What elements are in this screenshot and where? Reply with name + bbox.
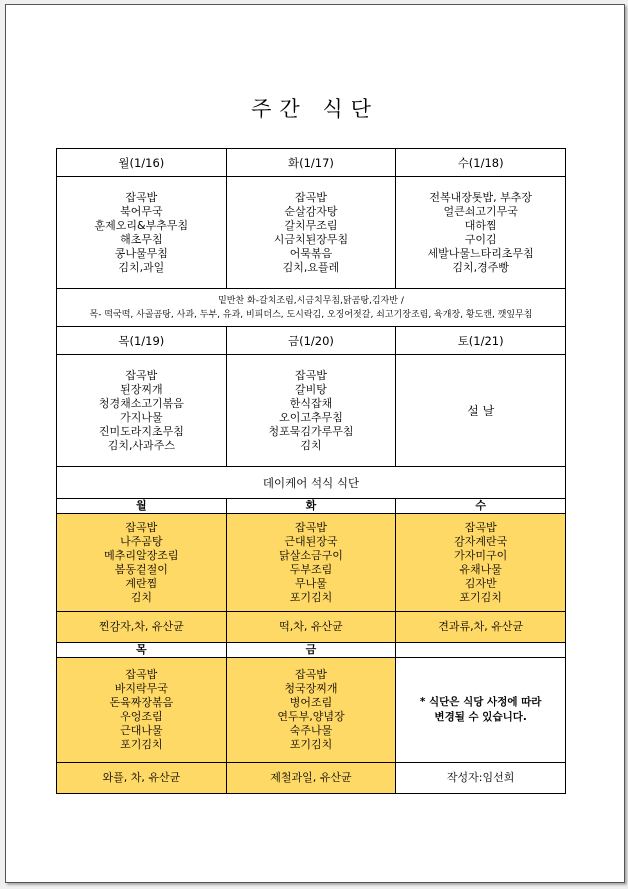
daycare-header-fri: 금 <box>226 643 396 658</box>
daycare-header-mon: 월 <box>57 499 227 514</box>
notice-line: 변경될 수 있습니다. <box>434 711 527 723</box>
menu-item: 김치,요플레 <box>282 260 340 274</box>
menu-item: 된장찌개 <box>120 382 163 396</box>
menu-item: 감자계란국 <box>454 534 508 548</box>
menu-item: 포기김치 <box>120 738 163 751</box>
holiday-label: 설 날 <box>467 403 495 418</box>
menu-item: 잡곡밥 <box>464 520 497 534</box>
menu-item: 구이김 <box>464 232 497 246</box>
day-header-tue: 화(1/17) <box>226 149 396 177</box>
menu-item: 갈비탕 <box>295 382 327 396</box>
daycare-snack-thu: 와플, 차, 유산균 <box>57 763 227 794</box>
daycare-menu-fri <box>226 658 396 763</box>
menu-item: 청국장찌개 <box>284 682 338 695</box>
menu-item: 포기김치 <box>459 590 502 604</box>
daycare-menu-thu <box>57 658 227 763</box>
menu-cell-sat <box>396 355 566 467</box>
menu-item: 콩나물무침 <box>114 246 168 260</box>
menu-item: 근대나물 <box>120 724 163 737</box>
menu-item: 우엉조림 <box>120 710 163 723</box>
day-header-mon: 월(1/16) <box>57 149 227 177</box>
menu-item: 바지락무국 <box>114 682 168 695</box>
daycare-menu-tue <box>226 514 396 612</box>
menu-item: 한식잡채 <box>289 396 333 410</box>
menu-item: 세발나물느타리초무침 <box>427 246 534 260</box>
menu-cell-wed <box>396 177 566 289</box>
menu-item: 오이고추무침 <box>279 410 343 424</box>
menu-item: 두부조림 <box>289 562 333 576</box>
menu-cell-mon <box>57 177 227 289</box>
daycare-menu-wed <box>396 514 566 612</box>
menu-item: 청포묵김가루무침 <box>268 424 354 438</box>
menu-item: 포기김치 <box>289 590 333 604</box>
menu-item: 봄동겉절이 <box>114 562 168 576</box>
side-dishes-note <box>57 289 566 327</box>
menu-item: 진미도라지초무침 <box>98 424 184 438</box>
author-label: 작성자:임선희 <box>396 763 566 794</box>
menu-item: 북어무국 <box>120 204 163 218</box>
menu-item: 포기김치 <box>289 738 333 751</box>
menu-item: 계란찜 <box>125 576 158 590</box>
menu-item: 얼큰쇠고기무국 <box>443 204 518 218</box>
menu-item: 잡곡밥 <box>295 190 327 204</box>
menu-item: 나주곰탕 <box>120 534 163 548</box>
menu-item: 해초무침 <box>120 232 163 246</box>
page-title: 주간 식단 <box>251 97 379 121</box>
daycare-menu-mon <box>57 514 227 612</box>
menu-item: 잡곡밥 <box>295 520 327 534</box>
menu-item: 김자반 <box>464 576 497 590</box>
menu-item: 순살감자탕 <box>284 204 338 218</box>
day-header-wed: 수(1/18) <box>396 149 566 177</box>
menu-item: 시금치된장무침 <box>273 232 349 246</box>
menu-cell-tue <box>226 177 396 289</box>
menu-cell-fri <box>226 355 396 467</box>
menu-item: 잡곡밥 <box>125 668 158 681</box>
menu-item: 잡곡밥 <box>125 190 158 204</box>
menu-item: 김치 <box>300 438 322 452</box>
menu-item: 무나물 <box>295 576 327 590</box>
menu-item: 숙주나물 <box>289 724 333 737</box>
menu-item: 메추리알장조림 <box>104 548 179 562</box>
menu-item: 청경채소고기볶음 <box>98 396 184 410</box>
daycare-header-thu: 목 <box>57 643 227 658</box>
document-page <box>5 4 625 883</box>
daycare-snack-fri: 제철과일, 유산균 <box>226 763 396 794</box>
menu-item: 어묵볶음 <box>289 246 333 260</box>
daycare-snack-tue: 떡,차, 유산균 <box>226 612 396 643</box>
menu-item: 잡곡밥 <box>125 368 158 382</box>
daycare-header-empty <box>396 643 566 658</box>
menu-item: 김치,과일 <box>118 260 165 274</box>
menu-item: 병어조림 <box>289 696 333 709</box>
daycare-snack-wed: 견과류,차, 유산균 <box>396 612 566 643</box>
weekly-menu-table <box>56 148 566 794</box>
menu-item: 가지나물 <box>120 410 163 424</box>
menu-item: 유채나물 <box>459 562 502 576</box>
menu-item: 닭살소금구이 <box>279 548 343 562</box>
day-header-sat: 토(1/21) <box>396 327 566 355</box>
menu-item: 김치 <box>130 590 152 604</box>
menu-item: 가자미구이 <box>454 548 508 562</box>
menu-item: 대하찜 <box>464 218 497 232</box>
menu-item: 갈치무조림 <box>284 218 338 232</box>
side-dishes-line: 밑반찬 화-갈치조림,시금치무침,닭곰탕,김자반 / <box>218 295 404 306</box>
daycare-snack-mon: 찐감자,차, 유산균 <box>57 612 227 643</box>
menu-item: 근대된장국 <box>284 534 338 548</box>
daycare-header-wed: 수 <box>396 499 566 514</box>
menu-item: 돈육짜장볶음 <box>109 696 174 709</box>
menu-item: 전복내장톳밥, 부추장 <box>429 190 532 204</box>
menu-item: 김치,사과주스 <box>107 438 175 452</box>
day-header-fri: 금(1/20) <box>226 327 396 355</box>
notice-line: * 식단은 식당 사정에 따라 <box>419 696 542 708</box>
menu-item: 김치,경주빵 <box>452 260 509 274</box>
daycare-header-tue: 화 <box>226 499 396 514</box>
menu-item: 훈제오리&부추무침 <box>94 218 189 232</box>
menu-change-notice <box>396 658 566 763</box>
day-header-thu: 목(1/19) <box>57 327 227 355</box>
menu-item: 잡곡밥 <box>295 668 327 681</box>
menu-item: 잡곡밥 <box>125 520 158 534</box>
menu-cell-thu <box>57 355 227 467</box>
menu-item: 잡곡밥 <box>295 368 327 382</box>
daycare-title: 데이케어 석식 식단 <box>57 467 566 499</box>
side-dishes-line: 목- 떡국떡, 사골곰탕, 사과, 두부, 유과, 비피더스, 도시락김, 오징어젓갈, 쇠고기장조림, 육개장, 황도캔, 깻잎무침 <box>89 309 533 320</box>
menu-item: 연두부,양념장 <box>277 710 345 723</box>
